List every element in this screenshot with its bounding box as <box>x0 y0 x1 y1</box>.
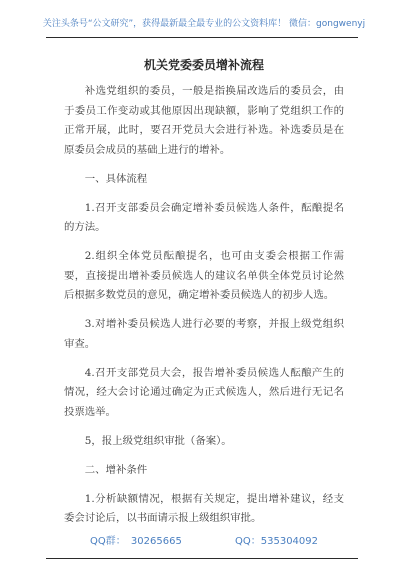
document-title: 机关党委委员增补流程 <box>143 58 264 72</box>
footer-qq-group: QQ群： 30265665 <box>89 536 182 547</box>
section-heading-conditions: 二、增补条件 <box>84 463 148 476</box>
procedure-step-1: 1.召开支部委员会确定增补委员候选人条件，酝酿提名的方法。 <box>64 201 344 233</box>
footer-qq-number: QQ：535304092 <box>235 536 319 547</box>
procedure-step-2: 2.组织全体党员酝酿提名，也可由支委会根据工作需要，直接提出增补委员候选人的建议名单供全体党员讨论然后根据多数党员的意见，确定增补委员候选人的初步人选。 <box>64 250 344 301</box>
section-heading-procedure: 一、具体流程 <box>84 172 148 185</box>
procedure-step-4: 4.召开支部党员大会，报告增补委员候选人酝酿产生的情况，经大会讨论通过确定为正式候选人，然后进行无记名投票选举。 <box>64 366 344 418</box>
footer-contacts <box>0 532 408 547</box>
document-body <box>64 82 344 538</box>
footer-divider <box>46 558 358 559</box>
procedure-step-3: 3.对增补委员候选人进行必要的考察，并报上级党组织审查。 <box>64 318 344 350</box>
condition-item-1: 1.分析缺额情况，根据有关规定，提出增补建议，经支委会讨论后，以书面请示报上级组织审批。 <box>64 492 344 524</box>
intro-paragraph: 补选党组织的委员，一般是指换届改选后的委员会，由于委员工作变动或其他原因出现缺额，影响了党组织工作的正常开展，此时，要召开党员大会进行补选。补选委员是在原委员会成员的基础上进行的增补。 <box>64 85 344 156</box>
header-divider <box>46 37 358 38</box>
header-promo-note: 关注头条号“公文研究”，获得最新最全最专业的公文资料库！ 微信：gongwenyj <box>42 19 366 29</box>
procedure-step-5: 5，报上级党组织审批（备案）。 <box>84 434 232 447</box>
